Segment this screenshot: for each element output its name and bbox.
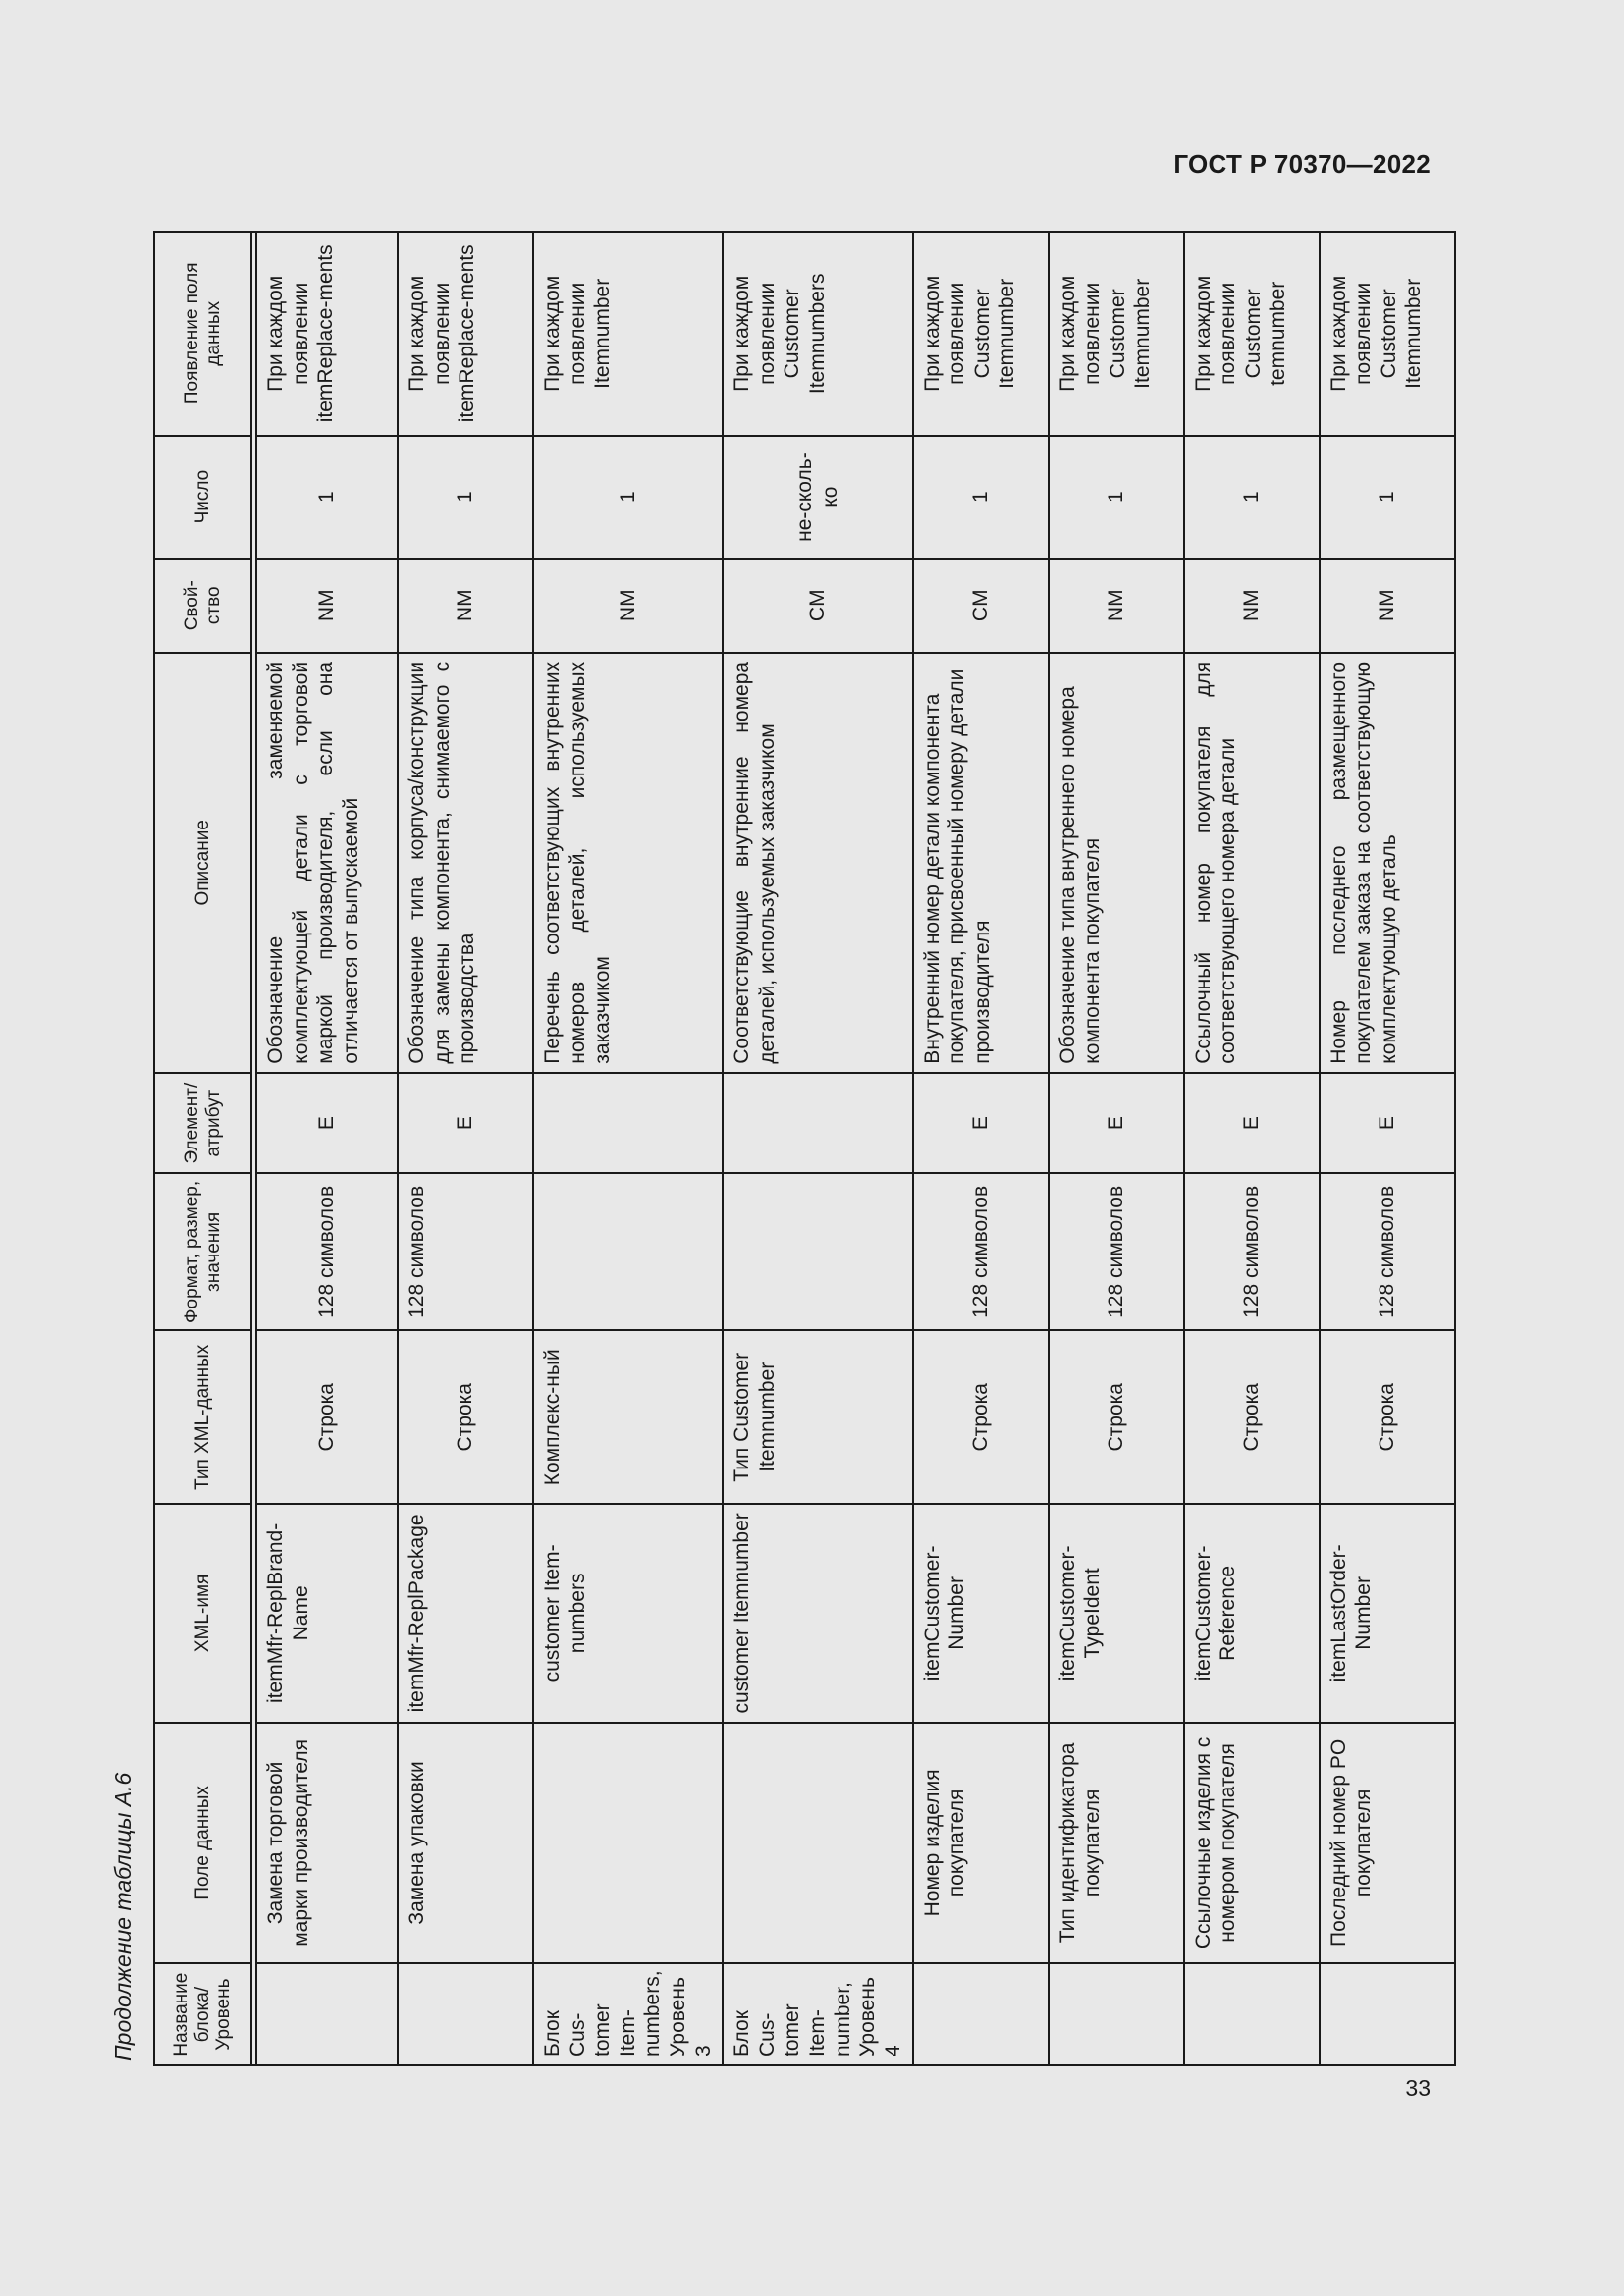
standard-header: ГОСТ Р 70370—2022 [1173, 149, 1431, 179]
cell-description: Обозначение типа внутреннего номера компонента покупателя [1049, 653, 1184, 1073]
table-row [533, 232, 723, 2065]
col-header-format: Формат, размер, значения [154, 1173, 251, 1330]
cell-xml-type: Строка [398, 1330, 533, 1504]
cell-property: NM [398, 559, 533, 653]
cell-block-level [1049, 1963, 1184, 2065]
cell-data-field: Номер изделия покупателя [913, 1723, 1049, 1964]
cell-data-field: Замена упаковки [398, 1723, 533, 1964]
cell-description: Соответствующие внутренние номера деталей, используемых заказчиком [723, 653, 912, 1073]
cell-xml-name: itemMfr-ReplPackage [398, 1504, 533, 1722]
cell-block-level [1184, 1963, 1320, 2065]
cell-count: 1 [1049, 436, 1184, 559]
cell-occurrence: При каждом появлении itemReplace-ments [256, 232, 398, 436]
cell-xml-name: itemMfr-ReplBrand-Name [256, 1504, 398, 1722]
cell-xml-name: itemCustomer-Reference [1184, 1504, 1320, 1722]
cell-property: NM [533, 559, 723, 653]
table-caption: Продолжение таблицы А.6 [110, 1772, 135, 2061]
cell-data-field: Замена торговой марки производителя [256, 1723, 398, 1964]
cell-format: 128 символов [256, 1173, 398, 1330]
cell-description: Обозначение типа корпуса/конструкции для замены компонента, снимаемого с производства [398, 653, 533, 1073]
cell-occurrence: При каждом появлении Customer Itemnumber [1320, 232, 1455, 436]
cell-occurrence: При каждом появлении Itemnumber [533, 232, 723, 436]
cell-property: NM [256, 559, 398, 653]
table-row [1184, 232, 1320, 2065]
cell-block-level [256, 1963, 398, 2065]
cell-block-level [1320, 1963, 1455, 2065]
cell-description: Номер последнего размещенного покупателем заказа на соответствующую комплектующую деталь [1320, 653, 1455, 1073]
cell-xml-name: itemCustomer-TypeIdent [1049, 1504, 1184, 1722]
cell-count: не-сколь-ко [723, 436, 912, 559]
cell-block-level: Блок Cus-tomer Item-number, Уровень 4 [723, 1963, 912, 2065]
cell-property: CM [913, 559, 1049, 653]
cell-xml-type: Строка [256, 1330, 398, 1504]
table-header-row [154, 232, 251, 2065]
cell-description: Ссылочный номер покупателя для соответствующего номера детали [1184, 653, 1320, 1073]
cell-format: 128 символов [398, 1173, 533, 1330]
cell-format [533, 1173, 723, 1330]
cell-property: NM [1049, 559, 1184, 653]
cell-data-field: Тип идентификатора покупателя [1049, 1723, 1184, 1964]
col-header-property: Свой-ство [154, 559, 251, 653]
cell-occurrence: При каждом появлении itemReplace-ments [398, 232, 533, 436]
cell-format: 128 символов [1320, 1173, 1455, 1330]
table-row [1320, 232, 1455, 2065]
cell-xml-type: Комплекс-ный [533, 1330, 723, 1504]
cell-description: Обозначение заменяемой комплектующей детали с торговой маркой производителя, если она отличается от выпускаемой [256, 653, 398, 1073]
cell-occurrence: При каждом появлении Customer temnumber [1184, 232, 1320, 436]
cell-element-attribute: E [1320, 1073, 1455, 1174]
cell-format: 128 символов [1184, 1173, 1320, 1330]
col-header-occurrence: Появление поля данных [154, 232, 251, 436]
cell-occurrence: При каждом появлении Customer Itemnumber [1049, 232, 1184, 436]
cell-count: 1 [913, 436, 1049, 559]
cell-xml-type: Строка [913, 1330, 1049, 1504]
cell-count: 1 [1320, 436, 1455, 559]
cell-description: Внутренний номер детали компонента покупателя, присвоенный номеру детали производителя [913, 653, 1049, 1073]
cell-data-field: Последний номер PO покупателя [1320, 1723, 1455, 1964]
cell-format: 128 символов [1049, 1173, 1184, 1330]
col-header-count: Число [154, 436, 251, 559]
cell-count: 1 [398, 436, 533, 559]
cell-format: 128 символов [913, 1173, 1049, 1330]
col-header-data-field: Поле данных [154, 1723, 251, 1964]
cell-count: 1 [256, 436, 398, 559]
col-header-xml-type: Тип XML-данных [154, 1330, 251, 1504]
table-row [256, 232, 398, 2065]
cell-element-attribute [723, 1073, 912, 1174]
cell-element-attribute: E [913, 1073, 1049, 1174]
cell-element-attribute [533, 1073, 723, 1174]
cell-data-field: Ссылочные изделия с номером покупателя [1184, 1723, 1320, 1964]
cell-element-attribute: E [256, 1073, 398, 1174]
cell-occurrence: При каждом появлении Customer Itemnumbers [723, 232, 912, 436]
col-header-xml-name: XML-имя [154, 1504, 251, 1722]
cell-xml-name: itemLastOrder-Number [1320, 1504, 1455, 1722]
cell-block-level: Блок Cus-tomer Item-numbers, Уровень 3 [533, 1963, 723, 2065]
cell-count: 1 [533, 436, 723, 559]
cell-xml-name: customer Item-numbers [533, 1504, 723, 1722]
table-row [723, 232, 912, 2065]
data-table [153, 231, 1456, 2066]
cell-element-attribute: E [1049, 1073, 1184, 1174]
cell-data-field [723, 1723, 912, 1964]
cell-xml-name: itemCustomer-Number [913, 1504, 1049, 1722]
table-row [913, 232, 1049, 2065]
cell-occurrence: При каждом появлении Customer Itemnumber [913, 232, 1049, 436]
cell-property: CM [723, 559, 912, 653]
rotated-table-container [110, 232, 1426, 2067]
page-number: 33 [1405, 2075, 1431, 2101]
cell-property: NM [1184, 559, 1320, 653]
cell-xml-type: Строка [1184, 1330, 1320, 1504]
cell-xml-type: Тип Customer Itemnumber [723, 1330, 912, 1504]
col-header-description: Описание [154, 653, 251, 1073]
col-header-element-attribute: Элемент/ атрибут [154, 1073, 251, 1174]
cell-element-attribute: E [398, 1073, 533, 1174]
cell-format [723, 1173, 912, 1330]
cell-description: Перечень соответствующих внутренних номеров деталей, используемых заказчиком [533, 653, 723, 1073]
col-header-block-level: Название блока/ Уровень [154, 1963, 251, 2065]
table-row [398, 232, 533, 2065]
cell-xml-type: Строка [1320, 1330, 1455, 1504]
cell-property: NM [1320, 559, 1455, 653]
cell-count: 1 [1184, 436, 1320, 559]
cell-block-level [913, 1963, 1049, 2065]
cell-xml-name: customer Itemnumber [723, 1504, 912, 1722]
table-row [1049, 232, 1184, 2065]
cell-block-level [398, 1963, 533, 2065]
cell-xml-type: Строка [1049, 1330, 1184, 1504]
cell-data-field [533, 1723, 723, 1964]
cell-element-attribute: E [1184, 1073, 1320, 1174]
